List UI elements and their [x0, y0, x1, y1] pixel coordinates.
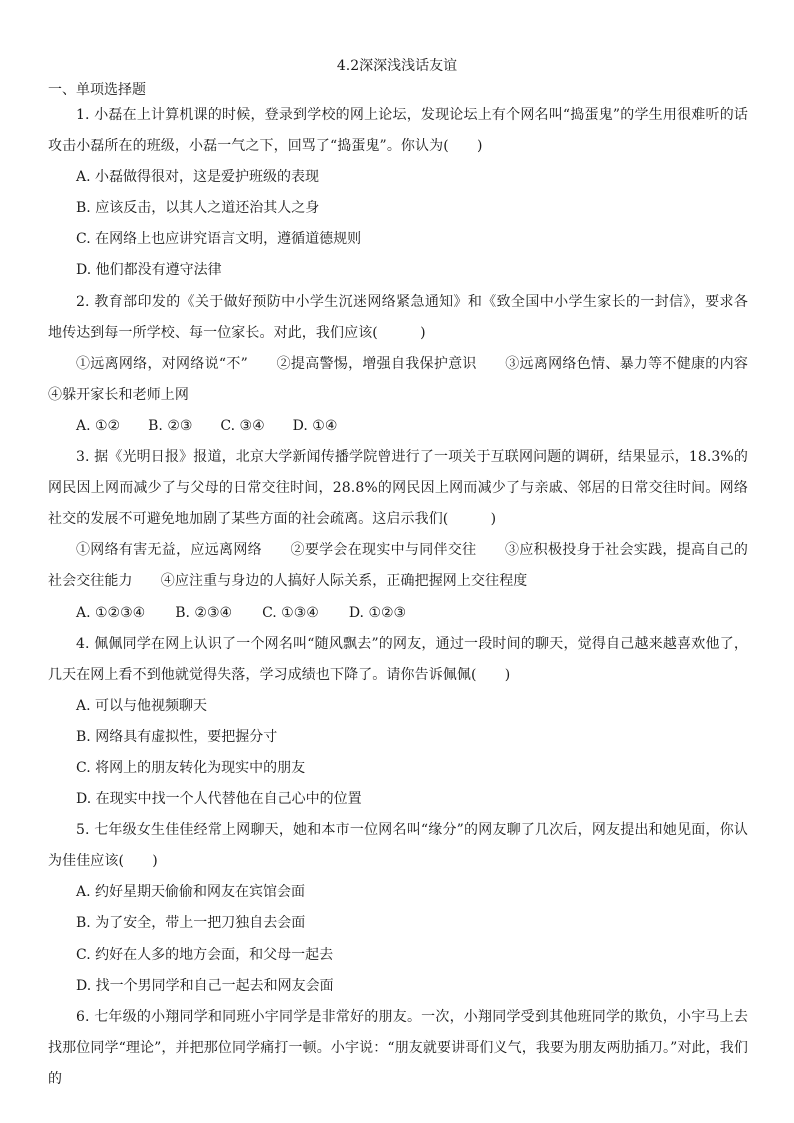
question-2-choice-d: D. ①④	[292, 417, 338, 434]
question-1-stem: 1. 小磊在上计算机课的时候，登录到学校的网上论坛，发现论坛上有个网名叫“捣蛋鬼”的学生用很难听的话攻击小磊所在的班级，小磊一气之下，回骂了“捣蛋鬼”。你认为( )	[48, 107, 748, 155]
question-4-option-a: A. 可以与他视频聊天	[76, 697, 208, 714]
question-1-option-a: A. 小磊做得很对，这是爱护班级的表现	[76, 169, 320, 186]
question-3-choice-c: C. ①③④	[262, 604, 319, 621]
section-heading: 一、单项选择题	[48, 82, 146, 98]
question-4-option-b: B. 网络具有虚拟性，要把握分寸	[76, 728, 278, 745]
question-3-choice-a: A. ①②③④	[76, 604, 146, 621]
question-2-choice-a: A. ①②	[76, 417, 121, 434]
question-5-option-b: B. 为了安全，带上一把刀独自去会面	[76, 915, 306, 932]
question-5-stem: 5. 七年级女生佳佳经常上网聊天，她和本市一位网名叫“缘分”的网友聊了几次后，网友提出和她见面，你认为佳佳应该( )	[48, 822, 748, 870]
question-2-choices	[48, 411, 748, 442]
question-5-option-d: D. 找一个男同学和自己一起去和网友会面	[76, 977, 334, 994]
question-2-statements: ①远离网络，对网络说“不” ②提高警惕，增强自我保护意识 ③远离网络色情、暴力等不健康的内容 ④躲开家长和老师上网	[48, 355, 763, 403]
question-3-choice-b: B. ②③④	[175, 604, 233, 621]
question-4-stem: 4. 佩佩同学在网上认识了一个网名叫“随风飘去”的网友，通过一段时间的聊天，觉得自己越来越喜欢他了，几天在网上看不到他就觉得失落，学习成绩也下降了。请你告诉佩佩( )	[48, 635, 748, 683]
question-4-option-c: C. 将网上的朋友转化为现实中的朋友	[76, 759, 306, 776]
question-2-choice-c: C. ③④	[220, 417, 265, 434]
question-5-option-a: A. 约好星期天偷偷和网友在宾馆会面	[76, 884, 306, 901]
question-1-option-c: C. 在网络上也应讲究语言文明，遵循道德规则	[76, 231, 362, 248]
question-5-option-c: C. 约好在人多的地方会面，和父母一起去	[76, 946, 334, 963]
question-4-option-d: D. 在现实中找一个人代替他在自己心中的位置	[76, 791, 362, 808]
question-list	[48, 100, 763, 1095]
document-title: 4.2深深浅浅话友谊	[336, 58, 458, 74]
question-1-option-d: D. 他们都没有遵守法律	[76, 262, 222, 279]
question-3-choices	[48, 598, 748, 629]
question-3-stem: 3. 据《光明日报》报道，北京大学新闻传播学院曾进行了一项关于互联网问题的调研，结果显示，18.3%的网民因上网而减少了与父母的日常交往时间，28.8%的网民因上网而减少了与亲戚、邻居的日常交往时间。网络社交的发展不可避免地加剧了某些方面的社会疏离。这启示我们( )	[48, 449, 748, 528]
question-6-stem: 6. 七年级的小翔同学和同班小宇同学是非常好的朋友。一次，小翔同学受到其他班同学的欺负，小宇马上去找那位同学“理论”，并把那位同学痛打一顿。小宇说：“朋友就要讲哥们义气，我要为朋友两肋插刀。”对此，我们的	[48, 1008, 748, 1087]
question-3-statements: ①网络有害无益，应远离网络 ②要学会在现实中与同伴交往 ③应积极投身于社会实践，提高自己的社会交往能力 ④应注重与身边的人搞好人际关系，正确把握网上交往程度	[48, 542, 748, 590]
question-2-stem: 2. 教育部印发的《关于做好预防中小学生沉迷网络紧急通知》和《致全国中小学生家长的一封信》，要求各地传达到每一所学校、每一位家长。对此，我们应该( )	[48, 293, 748, 341]
question-3-choice-d: D. ①②③	[348, 604, 407, 621]
question-1-option-b: B. 应该反击，以其人之道还治其人之身	[76, 200, 320, 217]
question-2-choice-b: B. ②③	[148, 417, 193, 434]
